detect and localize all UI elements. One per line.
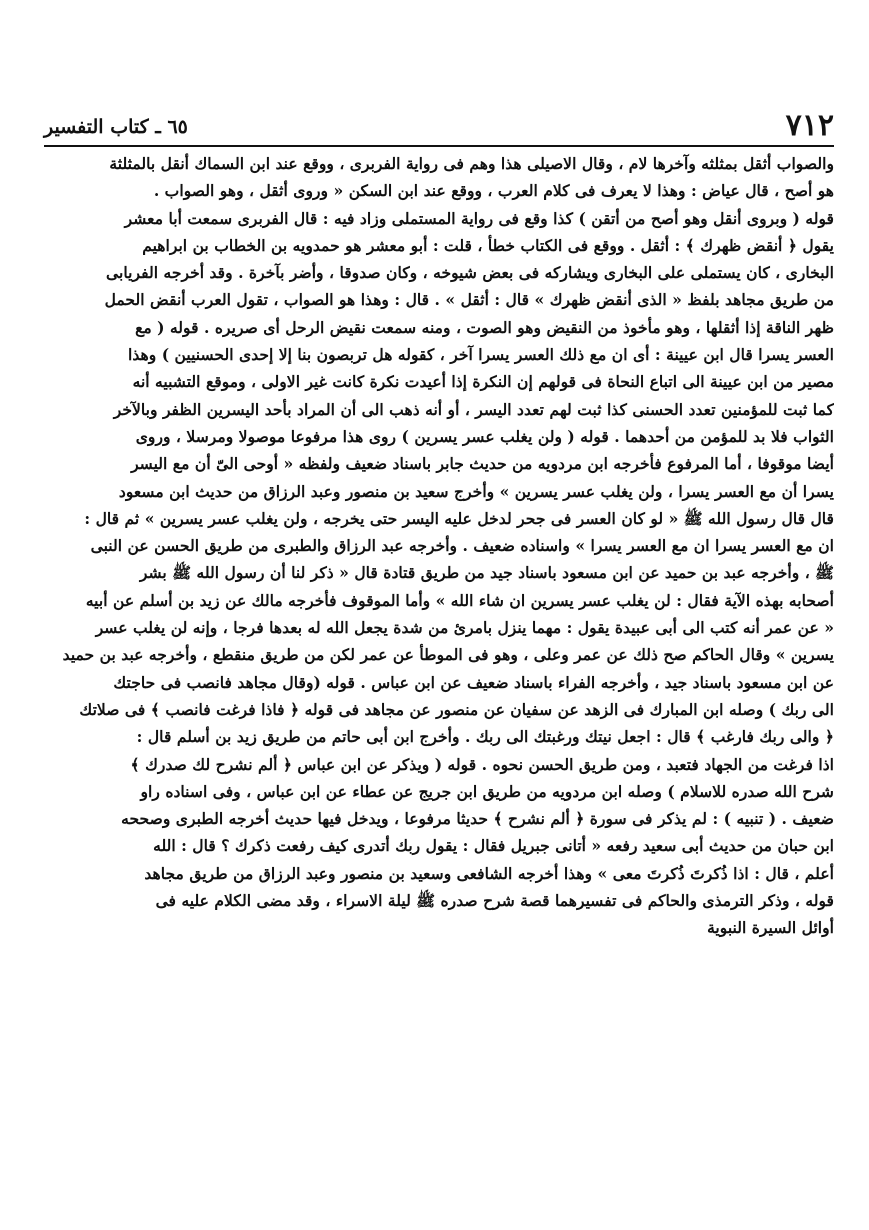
page-header [44,108,834,144]
text-line: قوله ( وبروى أنقل وهو أصح من أتقن ) كذا وقع فى رواية المستملى وزاد فيه : قال الفربرى سمعت أبا معشر [124,208,834,228]
text-line: الى ربك ) وصله ابن المبارك فى الزهد عن سفيان عن منصور عن مجاهد فى قوله ﴿ فاذا فرغت فانصب ﴾ فى صلاتك [79,699,834,719]
text-line: أعلم ، قال : اذا ذُكرتَ ذُكرتَ معى » وهذا أخرجه الشافعى وسعيد بن منصور وعبد الرزاق من طريق مجاهد [144,863,834,883]
text-line: الثواب فلا بد للمؤمن من أحدهما . قوله ( ولن يغلب عسر يسرين ) روى هذا مرفوعا موصولا ومرسلا ، وروى [135,426,834,446]
text-line: يقول ﴿ أنقض ظهرك ﴾ : أثقل . ووقع فى الكتاب خطأ ، قلت : أبو معشر هو حمدويه بن الخطاب بن ابراهيم [142,235,834,255]
text-line: ﴿ والى ربك فارغب ﴾ قال : اجعل نيتك ورغبتك الى ربك . وأخرج ابن أبى حاتم من طريق زيد بن أسلم قال : [136,727,834,747]
text-line: أيضا موقوفا ، أما المرفوع فأخرجه ابن مردويه من حديث جابر باسناد ضعيف ولفظه « أوحى الىّ أن مع اليسر [131,454,834,474]
page-number: ٧١٢ [785,108,834,143]
header-divider [44,145,834,147]
text-line: ضعيف . ( تنبيه ) : لم يذكر فى سورة ﴿ ألم نشرح ﴾ حديثا مرفوعا ، ويدخل فيها حديث أخرجه الطبرى وصححه [121,809,834,829]
text-line: أصحابه بهذه الآية فقال : لن يغلب عسر يسرين ان شاء الله » وأما الموقوف فأخرجه مالك عن زيد بن أسلم عن أبيه [85,590,834,610]
text-line: العسر يسرا قال ابن عيينة : أى ان مع ذلك العسر يسرا آخر ، كقوله هل تربصون بنا إلا إحدى الحسنيين ) وهذا [128,345,834,365]
text-line: والصواب أثقل بمثلثه وآخرها لام ، وقال الاصيلى هذا وهم فى رواية الفربرى ، ووقع عند ابن السماك أنقل بالمثلثة [109,154,834,173]
text-line: ظهر الناقة إذا أثقلها ، وهو مأخوذ من النقيض وهو الصوت ، ومنه سمعت نقيض الرحل أى صريره . قوله ( مع [135,317,834,337]
text-line: قال قال رسول الله ﷺ « لو كان العسر فى جحر لدخل عليه اليسر حتى يخرجه ، ولن يغلب عسر يسرين » ثم قال : [84,508,834,528]
body-text [44,150,834,942]
running-title: ٦٥ ـ كتاب التفسير [44,116,188,138]
text-line: من طريق مجاهد بلفظ « الذى أنقض ظهرك » قال : أثقل » . قال : وهذا هو الصواب ، تقول العرب أنقض الحمل [104,290,834,310]
text-line: البخارى ، كان يستملى على البخارى ويشاركه فى بعض شيوخه ، وكان صدوقا ، وأضر بآخرة . وقد أخرجه الفريابى [106,263,834,283]
text-line: أوائل السيرة النبوية [707,918,834,938]
text-line: ﷺ ، وأخرجه عبد بن حميد عن ابن مسعود باسناد جيد من طريق قتادة قال « ذكر لنا أن رسول الله ﷺ بشر [139,563,834,583]
text-line: يسرين » وقال الحاكم صح ذلك عن عمر وعلى ، وهو فى الموطأ عن عمر لكن من طريق منقطع ، وأخرجه عبد بن حميد [62,645,834,665]
text-line: مصير من ابن عيينة الى اتباع النحاة فى قولهم إن النكرة إذا أعيدت نكرة كانت غير الاولى ، وموقع التشبيه أنه [132,372,834,392]
text-line: قوله ، وذكر الترمذى والحاكم فى تفسيرهما قصة شرح صدره ﷺ ليلة الاسراء ، وقد مضى الكلام عليه فى [155,891,834,911]
text-line: هو أصح ، قال عياض : وهذا لا يعرف فى كلام العرب ، ووقع عند ابن السكن « وروى أثقل ، وهو الصواب . [153,181,834,201]
text-line: ابن حبان من حديث أبى سعيد رفعه « أتانى جبريل فقال : يقول ربك أتدرى كيف رفعت ذكرك ؟ قال : الله [153,836,834,856]
text-line: كما ثبت للمؤمنين تعدد الحسنى كذا ثبت لهم تعدد اليسر ، أو أنه ذهب الى أن المراد بأحد اليسرين الظفر وبالآخر [113,399,834,419]
text-line: يسرا أن مع العسر يسرا ، ولن يغلب عسر يسرين » وأخرج سعيد بن منصور وعبد الرزاق من حديث ابن مسعود [118,481,834,501]
text-line: اذا فرغت من الجهاد فتعبد ، ومن طريق الحسن نحوه . قوله ( ويذكر عن ابن عباس ﴿ ألم نشرح لك صدرك ﴾ [130,754,834,774]
text-line: « عن عمر أنه كتب الى أبى عبيدة يقول : مهما ينزل بامرئ من شدة يجعل الله له بعدها فرجا ، وإنه لن يغلب عسر [95,618,834,638]
text-line: ان مع العسر يسرا ان مع العسر يسرا » واسناده ضعيف . وأخرجه عبد الرزاق والطبرى من طريق الحسن عن النبى [90,536,834,556]
text-line: عن ابن مسعود باسناد جيد ، وأخرجه الفراء باسناد ضعيف عن ابن عباس . قوله (وقال مجاهد فانصب فى حاجتك [113,672,834,692]
text-line: شرح الله صدره للاسلام ) وصله ابن مردويه من طريق ابن جريج عن عطاء عن ابن عباس ، وفى اسناده راو [140,781,834,801]
